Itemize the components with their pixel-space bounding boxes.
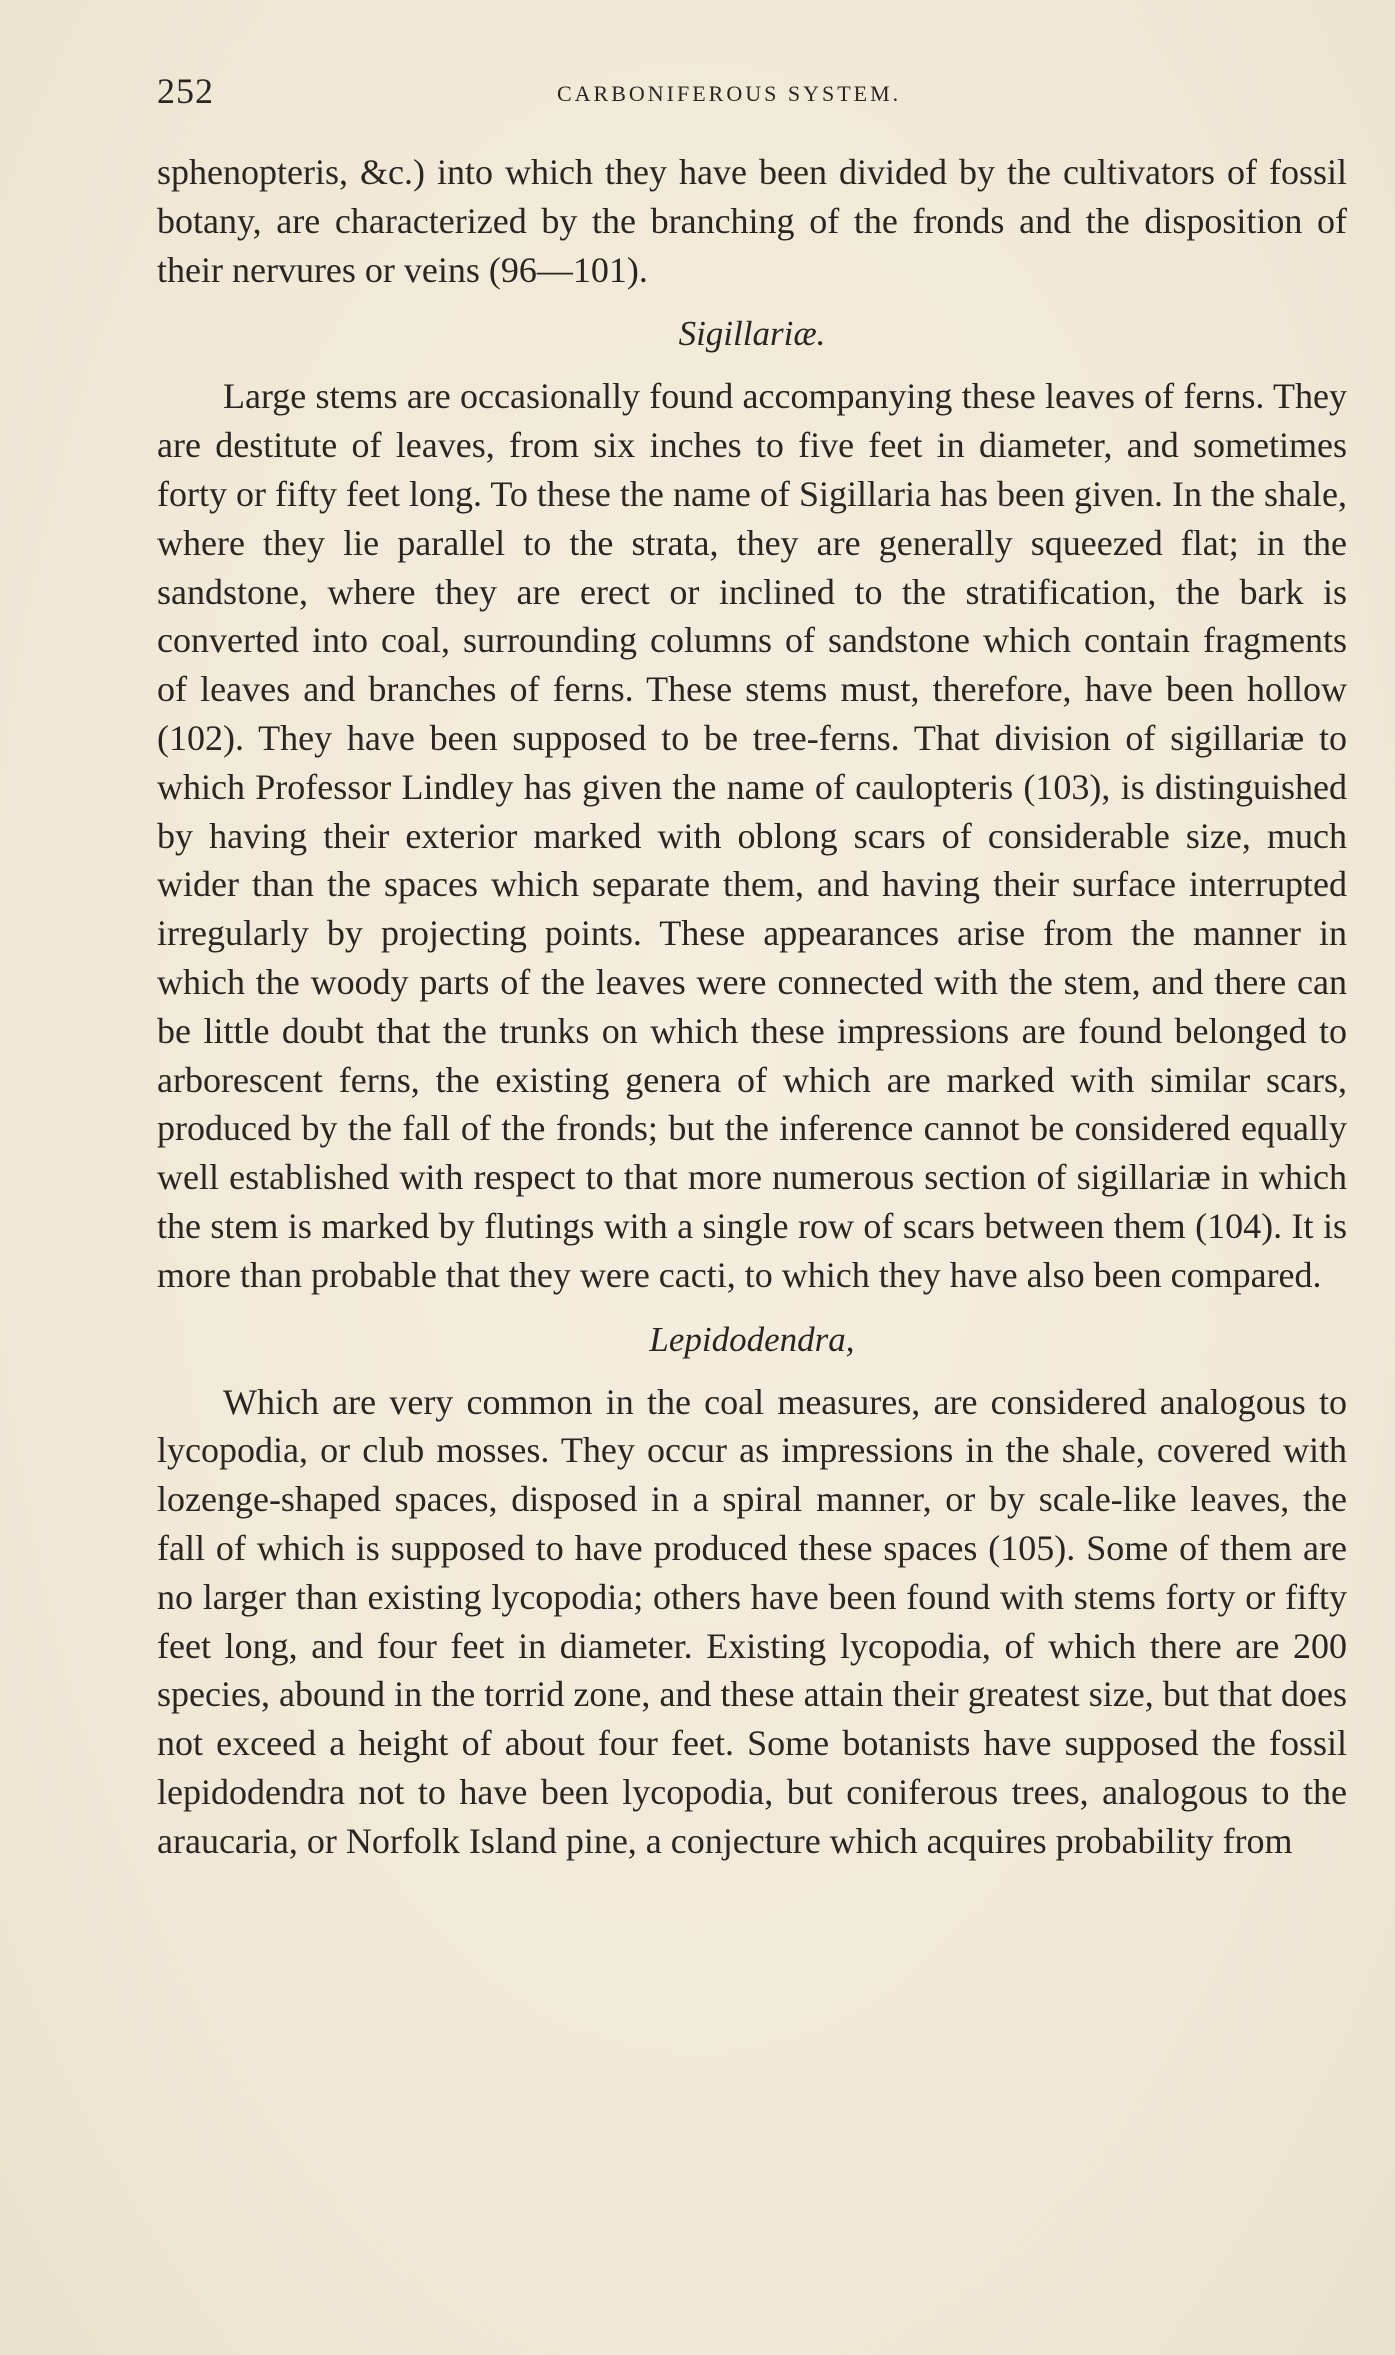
page-number: 252: [157, 71, 214, 111]
intro-paragraph: sphenopteris, &c.) into which they have been divided by the cultivators of fossil botany, are characterized by the branching of the fronds and the disposition of their nervures or veins (96—101).: [157, 152, 1347, 290]
page-body: [157, 148, 1347, 1866]
lepidodendra-paragraph: Which are very common in the coal measures, are considered analogous to lycopodia, or club mosses. They occur as impressions in the shale, covered with lozenge-shaped spaces, disposed in a spiral manner, or by scale-like leaves, the fall of which is supposed to have produced these spaces (105). Some of them are no larger than existing lycopodia; others have been found with stems forty or fifty feet long, and four feet in diameter. Existing lycopodia, of which there are 200 species, abound in the torrid zone, and these attain their greatest size, but that does not exceed a height of about four feet. Some botanists have supposed the fossil lepidodendra not to have been lycopodia, but coniferous trees, analogous to the araucaria, or Norfolk Island pine, a conjecture which acquires probability from: [157, 1381, 1347, 1861]
lepidodendra-heading: Lepidodendra,: [649, 1319, 855, 1359]
page-header: [157, 66, 1347, 116]
sigillariae-heading: Sigillariæ.: [678, 314, 826, 354]
sigillariae-paragraph: Large stems are occasionally found accompanying these leaves of ferns. They are destitute of leaves, from six inches to five feet in diameter, and sometimes forty or fifty feet long. To these the name of Sigillaria has been given. In the shale, where they lie parallel to the strata, they are generally squeezed flat; in the sandstone, where they are erect or inclined to the stratification, the bark is converted into coal, surrounding columns of sandstone which contain fragments of leaves and branches of ferns. These stems must, therefore, have been hollow (102). They have been supposed to be tree-ferns. That division of sigillariæ to which Professor Lindley has given the name of caulopteris (103), is distinguished by having their exterior marked with oblong scars of considerable size, much wider than the spaces which separate them, and having their surface interrupted irregularly by projecting points. These appearances arise from the manner in which the woody parts of the leaves were connected with the stem, and there can be little doubt that the trunks on which these impressions are found belonged to arborescent ferns, the existing genera of which are marked with similar scars, produced by the fall of the fronds; but the inference cannot be considered equally well established with respect to that more numerous section of sigillariæ in which the stem is marked by flutings with a single row of scars between them (104). It is more than probable that they were cacti, to which they have also been compared.: [157, 376, 1347, 1295]
running-head: CARBONIFEROUS SYSTEM.: [557, 81, 902, 106]
